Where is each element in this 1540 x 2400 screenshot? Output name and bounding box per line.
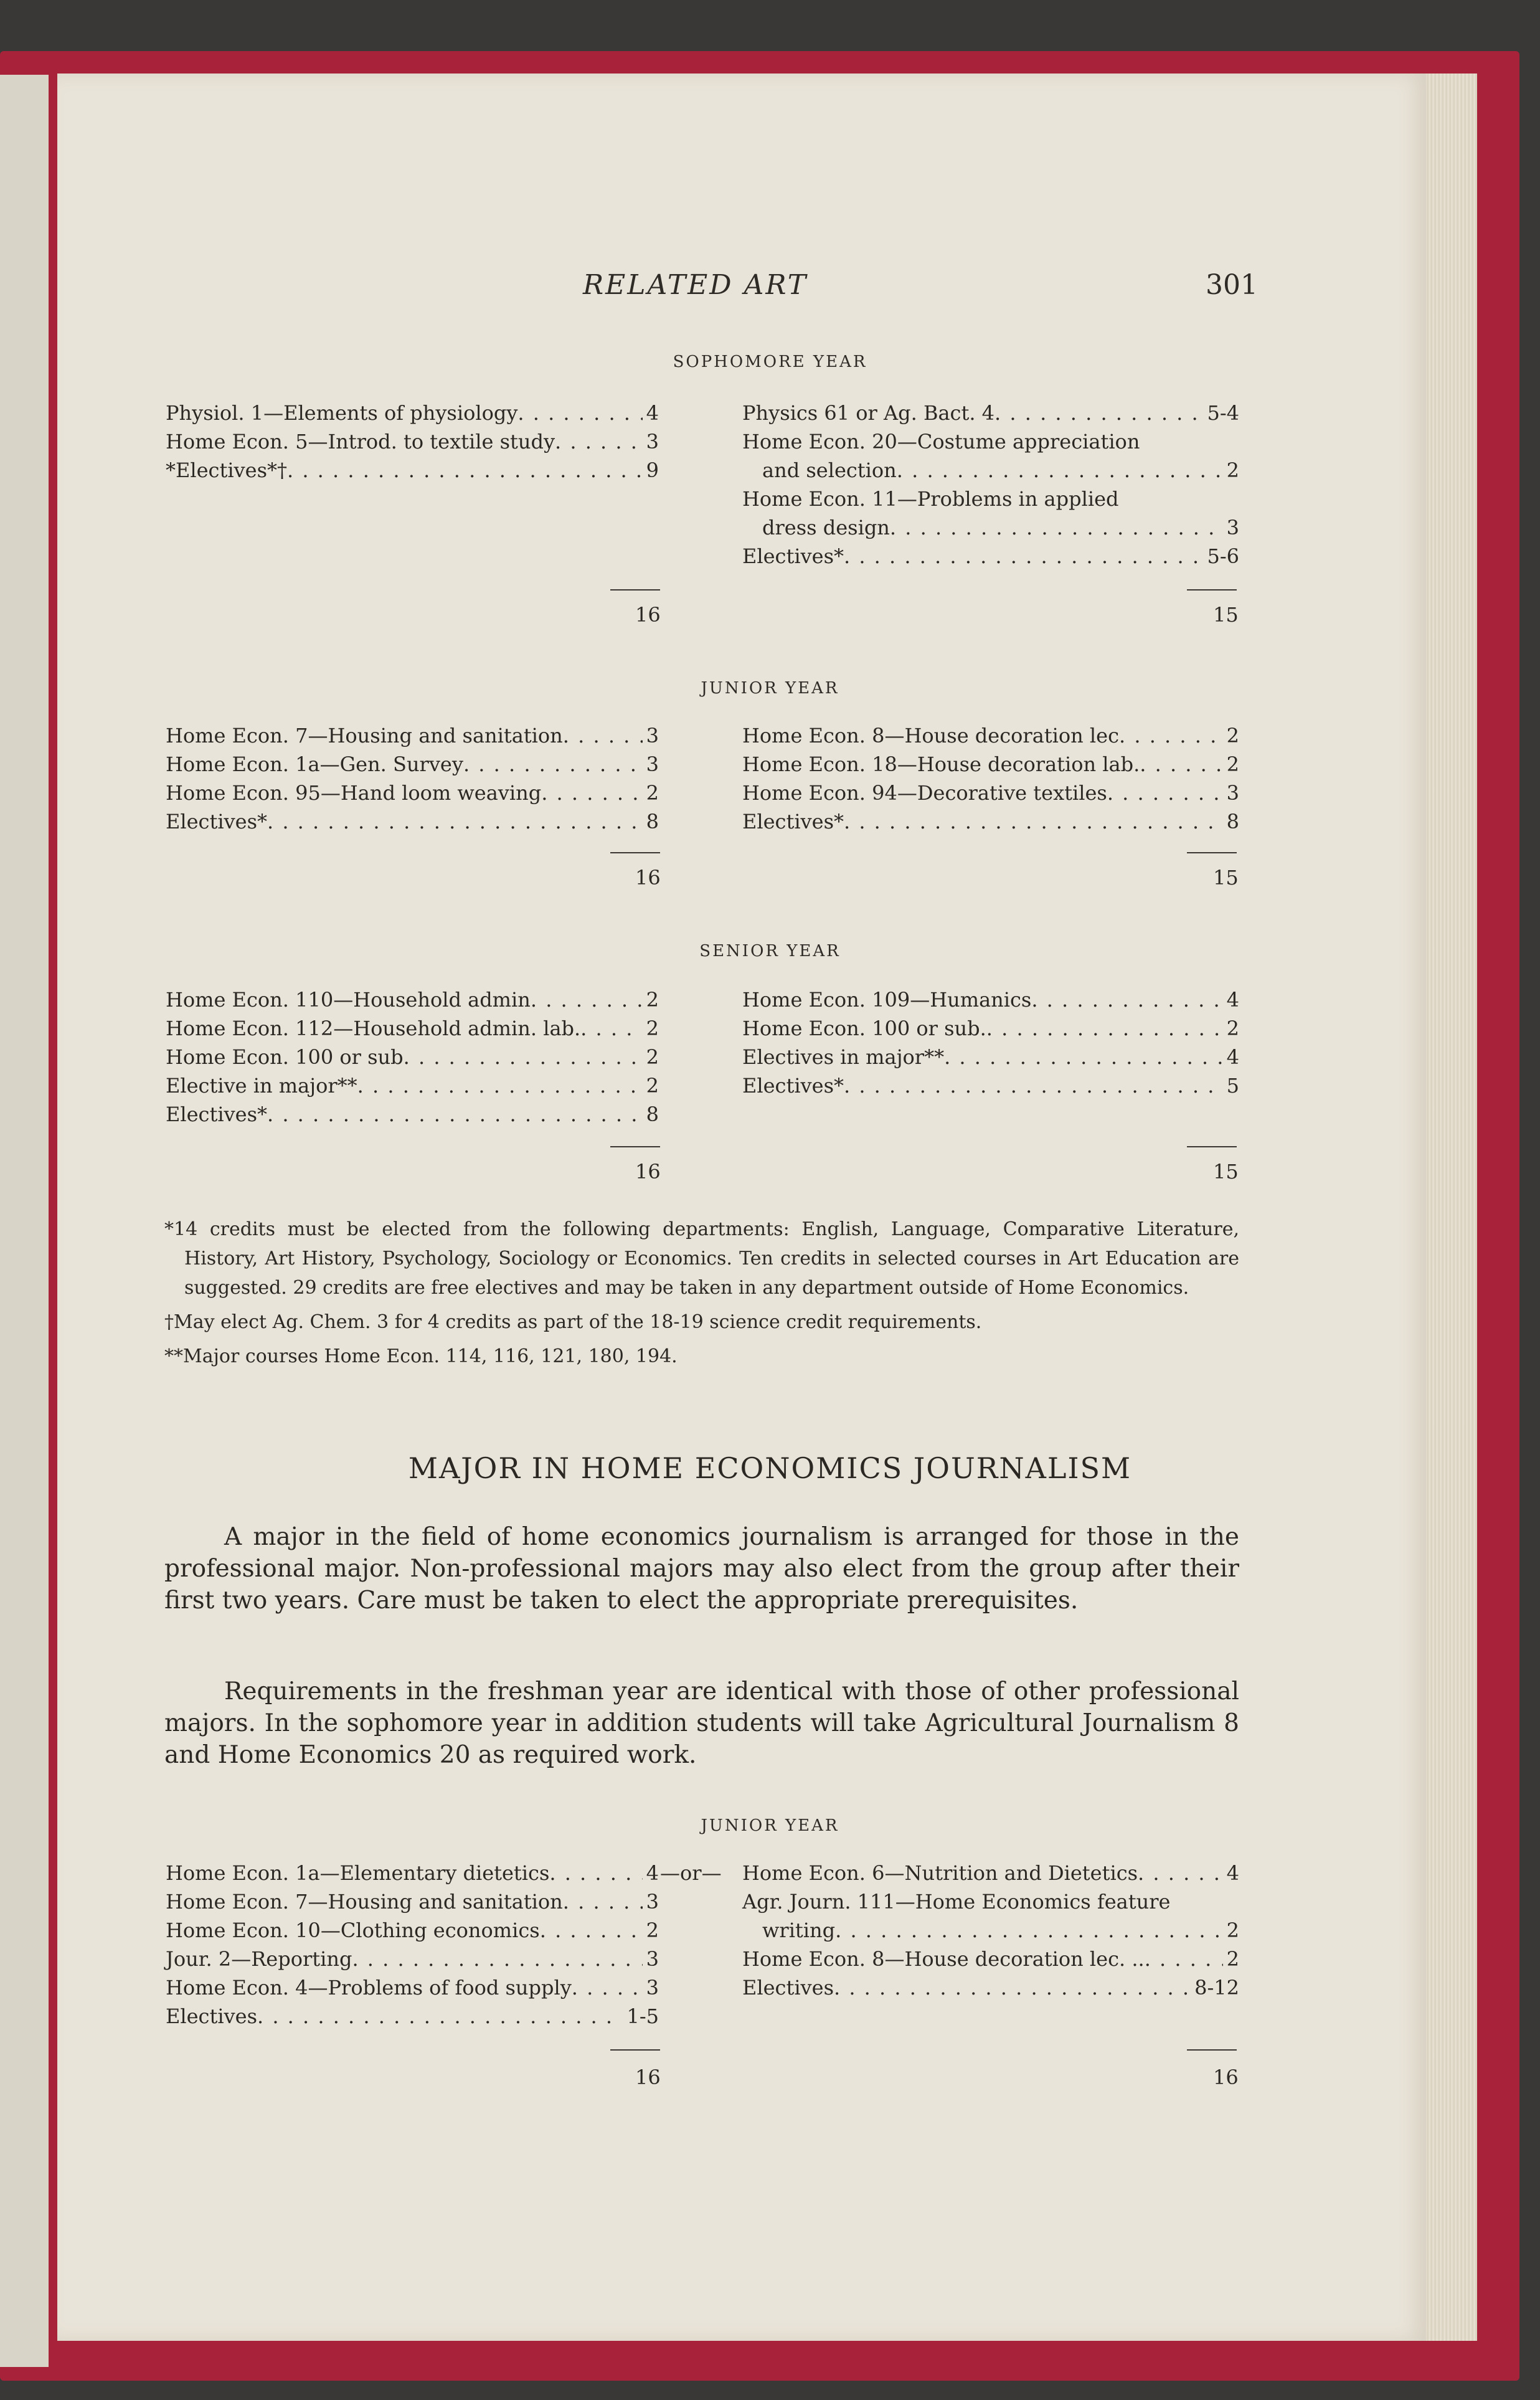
senior-total-right: 15 — [1213, 1160, 1239, 1183]
sum-rule — [610, 2049, 660, 2051]
sophomore-right-column — [742, 399, 1239, 571]
or-label: —or— — [660, 1861, 722, 1885]
course-row: Home Econ. 18—House decoration lab. . . . 2 — [742, 750, 1239, 779]
course-row: Jour. 2—Reporting . . . 3 — [166, 1945, 659, 1973]
course-row: Home Econ. 7—Housing and sanitation . . . 3 — [166, 721, 659, 750]
course-row: Electives in major** . . . 4 — [742, 1043, 1239, 1071]
journalism-total-left: 16 — [635, 2066, 661, 2089]
course-row: *Electives*† . . . 9 — [166, 456, 659, 485]
footnote: †May elect Ag. Chem. 3 for 4 credits as part of the 18-19 science credit requirements. — [164, 1311, 982, 1333]
sum-rule — [1187, 1146, 1237, 1147]
sophomore-left-column — [166, 399, 659, 485]
course-row: Electives . . . 8-12 — [742, 1973, 1239, 2002]
footnote: *14 credits must be elected from the following departments: English, Language, Comparative Literature, History, Art History, Psychology, Sociology or Economics. Ten credits in selected courses in Art Education are suggested. 29 credits are free electives and may be taken in any department outside of Home Economics. — [164, 1218, 1239, 1299]
course-row: Home Econ. 4—Problems of food supply . . . 3 — [166, 1973, 659, 2002]
course-row: Home Econ. 100 or sub . . . 2 — [166, 1043, 659, 1071]
course-row: Physics 61 or Ag. Bact. 4 . . . 5-4 — [742, 399, 1239, 427]
footnote: **Major courses Home Econ. 114, 116, 121, 180, 194. — [164, 1345, 678, 1367]
junior-right-column — [742, 721, 1239, 836]
junior-total-left: 16 — [635, 866, 661, 889]
course-row: Electives . . . 1-5 — [166, 2002, 659, 2031]
course-row: Electives* . . . 5-6 — [742, 542, 1239, 571]
course-row: Electives* . . . 8 — [166, 1100, 659, 1129]
sophomore-heading: SOPHOMORE YEAR — [673, 353, 867, 371]
junior-heading: JUNIOR YEAR — [701, 679, 839, 698]
course-row: dress design . . . 3 — [742, 513, 1239, 542]
course-row: Home Econ. 1a—Elementary dietetics . . . 4 — [166, 1859, 659, 1887]
course-row: Home Econ. 10—Clothing economics . . . 2 — [166, 1916, 659, 1945]
paragraph: A major in the field of home economics journalism is arranged for those in the professional major. Non-professional majors may also elect from the group after their first two years. Care must be taken to elect the appropriate prerequisites. — [164, 1523, 1239, 1615]
section-title: MAJOR IN HOME ECONOMICS JOURNALISM — [408, 1451, 1132, 1485]
sum-rule — [610, 589, 660, 591]
senior-total-left: 16 — [635, 1160, 661, 1183]
senior-left-column — [166, 985, 659, 1129]
sophomore-total-left: 16 — [635, 603, 661, 627]
journalism-junior-heading: JUNIOR YEAR — [701, 1816, 839, 1835]
course-row: Agr. Journ. 111—Home Economics feature — [742, 1890, 1171, 1914]
course-row: Home Econ. 7—Housing and sanitation . . . 3 — [166, 1887, 659, 1916]
course-row: Home Econ. 8—House decoration lec . . . 2 — [742, 721, 1239, 750]
journalism-total-right: 16 — [1213, 2066, 1239, 2089]
course-row: Home Econ. 110—Household admin . . . 2 — [166, 985, 659, 1014]
course-row: Elective in major** . . . 2 — [166, 1071, 659, 1100]
course-row: Home Econ. 5—Introd. to textile study . . . 3 — [166, 427, 659, 456]
course-row: Home Econ. 8—House decoration lec. .. . . . 2 — [742, 1945, 1239, 1973]
course-row: Home Econ. 109—Humanics . . . 4 — [742, 985, 1239, 1014]
sophomore-total-right: 15 — [1213, 603, 1239, 627]
junior-total-right: 15 — [1213, 866, 1239, 889]
course-row: Home Econ. 20—Costume appreciation — [742, 430, 1140, 453]
sum-rule — [1187, 589, 1237, 591]
course-row: Electives* . . . 5 — [742, 1071, 1239, 1100]
journalism-left-column — [166, 1859, 659, 2031]
footnotes — [164, 1215, 1239, 1376]
course-row: Home Econ. 11—Problems in applied — [742, 487, 1119, 511]
sum-rule — [610, 852, 660, 853]
sum-rule — [1187, 852, 1237, 853]
course-row: and selection . . . 2 — [742, 456, 1239, 485]
running-head: RELATED ART — [583, 269, 808, 301]
junior-left-column — [166, 721, 659, 836]
course-row: Home Econ. 100 or sub. . . . 2 — [742, 1014, 1239, 1043]
course-row: Electives* . . . 8 — [742, 807, 1239, 836]
course-row: Home Econ. 94—Decorative textiles . . . 3 — [742, 779, 1239, 807]
course-row: Home Econ. 112—Household admin. lab. . . . 2 — [166, 1014, 659, 1043]
page-number: 301 — [1206, 269, 1258, 301]
course-row: Home Econ. 6—Nutrition and Dietetics . . . 4 — [742, 1859, 1239, 1887]
sum-rule — [610, 1146, 660, 1147]
course-row: Electives* . . . 8 — [166, 807, 659, 836]
course-row: writing . . . 2 — [742, 1916, 1239, 1945]
course-row: Home Econ. 95—Hand loom weaving . . . 2 — [166, 779, 659, 807]
paragraph: Requirements in the freshman year are identical with those of other professional majors. In the sophomore year in addition students will take Agricultural Journalism 8 and Home Economics 20 as required work. — [164, 1677, 1239, 1769]
senior-right-column — [742, 985, 1239, 1100]
senior-heading: SENIOR YEAR — [699, 942, 841, 960]
course-row: Physiol. 1—Elements of physiology . . . 4 — [166, 399, 659, 427]
course-row: Home Econ. 1a—Gen. Survey . . . 3 — [166, 750, 659, 779]
sum-rule — [1187, 2049, 1237, 2051]
facing-page-edge — [0, 75, 49, 2367]
journalism-right-column — [742, 1859, 1239, 2002]
page-block-edge — [1426, 74, 1477, 2341]
